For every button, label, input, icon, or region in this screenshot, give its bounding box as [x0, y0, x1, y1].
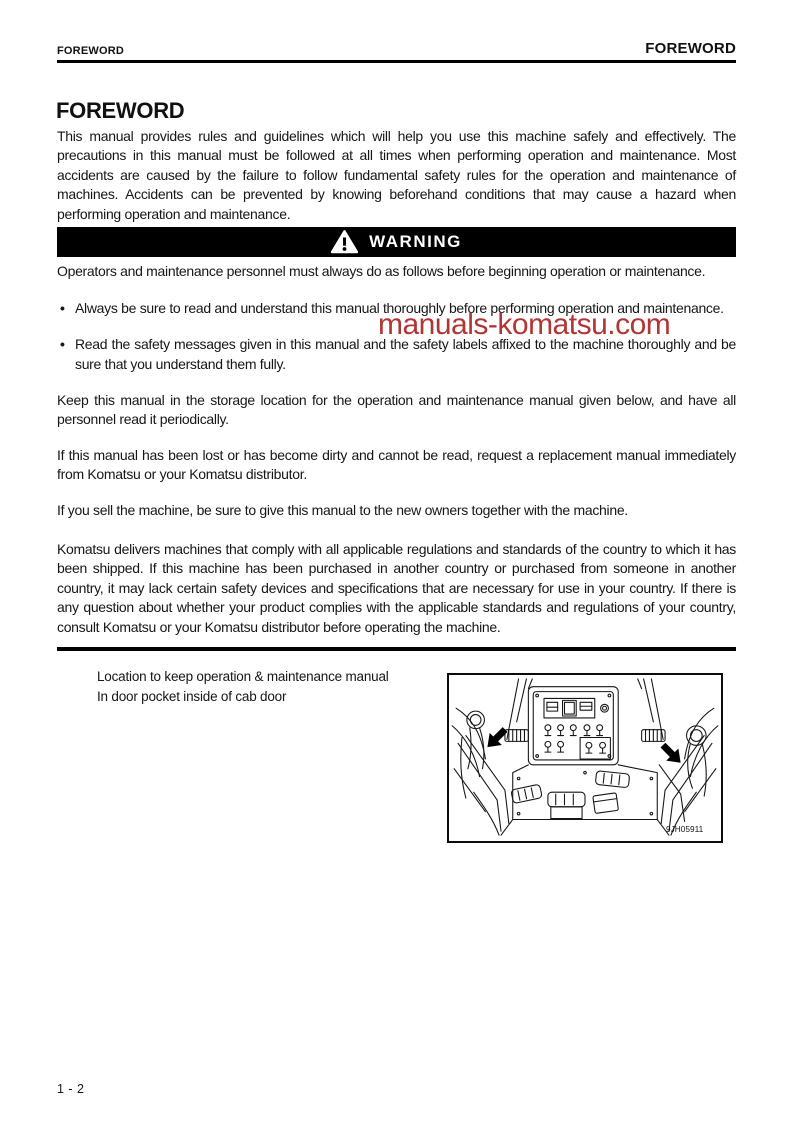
warning-label: WARNING — [369, 232, 462, 251]
paragraph: Keep this manual in the storage location for the operation and maintenance manual given below, and have all personnel read it periodically. — [57, 392, 736, 428]
bullet-marker — [57, 335, 75, 374]
warning-banner — [57, 227, 736, 257]
paragraph: Komatsu delivers machines that comply with all applicable regulations and standards of the country to which it has been shipped. If this machine has been purchased in another country or purchased from someone in another country, it may lack certain safety devices and specifications that are necessary for use in your country. If there is any question about whether your product complies with the applicable standards and regulations of your country, consult Komatsu or your Komatsu distributor before operating the machine. — [57, 541, 736, 635]
warning-triangle-icon — [331, 230, 358, 254]
figure-caption-line1: Location to keep operation & maintenance manual — [97, 669, 389, 684]
header-rule — [57, 60, 736, 63]
cab-interior-drawing — [449, 675, 721, 841]
cab-interior-figure — [447, 673, 723, 843]
pocket-arrow-right — [657, 739, 687, 769]
bullet-marker — [57, 299, 75, 319]
bullet-text: Always be sure to read and understand this manual thoroughly before performing operation and maintenance. — [75, 300, 724, 316]
paragraph: If this manual has been lost or has become dirty and cannot be read, request a replacement manual immediately from Komatsu or your Komatsu distributor. — [57, 447, 736, 483]
section-divider-rule — [57, 647, 736, 651]
bullet-text: Read the safety messages given in this manual and the safety labels affixed to the machine thoroughly and be sure that you understand them fully. — [75, 336, 736, 372]
paragraph: If you sell the machine, be sure to give this manual to the new owners together with the machine. — [57, 502, 628, 518]
running-header-right: FOREWORD — [645, 40, 736, 57]
page-number: 1 - 2 — [57, 1082, 85, 1096]
intro-paragraph: This manual provides rules and guidelines which will help you use this machine safely and effectively. The precautions in this manual must be followed at all times when performing operation and maintenance. Most accidents are caused by the failure to follow fundamental safety rules for the operation and maintenance of machines. Accidents can be prevented by knowing beforehand conditions that may cause a hazard when performing operation and maintenance. — [57, 128, 736, 222]
site-watermark: manuals-komatsu.com — [378, 308, 671, 341]
figure-caption-line2: In door pocket inside of cab door — [97, 689, 287, 704]
warning-lead-text: Operators and maintenance personnel must always do as follows before beginning operation or maintenance. — [57, 263, 706, 279]
page-title: FOREWORD — [56, 98, 185, 123]
figure-code: 9JH05911 — [665, 824, 704, 835]
running-header-left: FOREWORD — [57, 45, 124, 57]
